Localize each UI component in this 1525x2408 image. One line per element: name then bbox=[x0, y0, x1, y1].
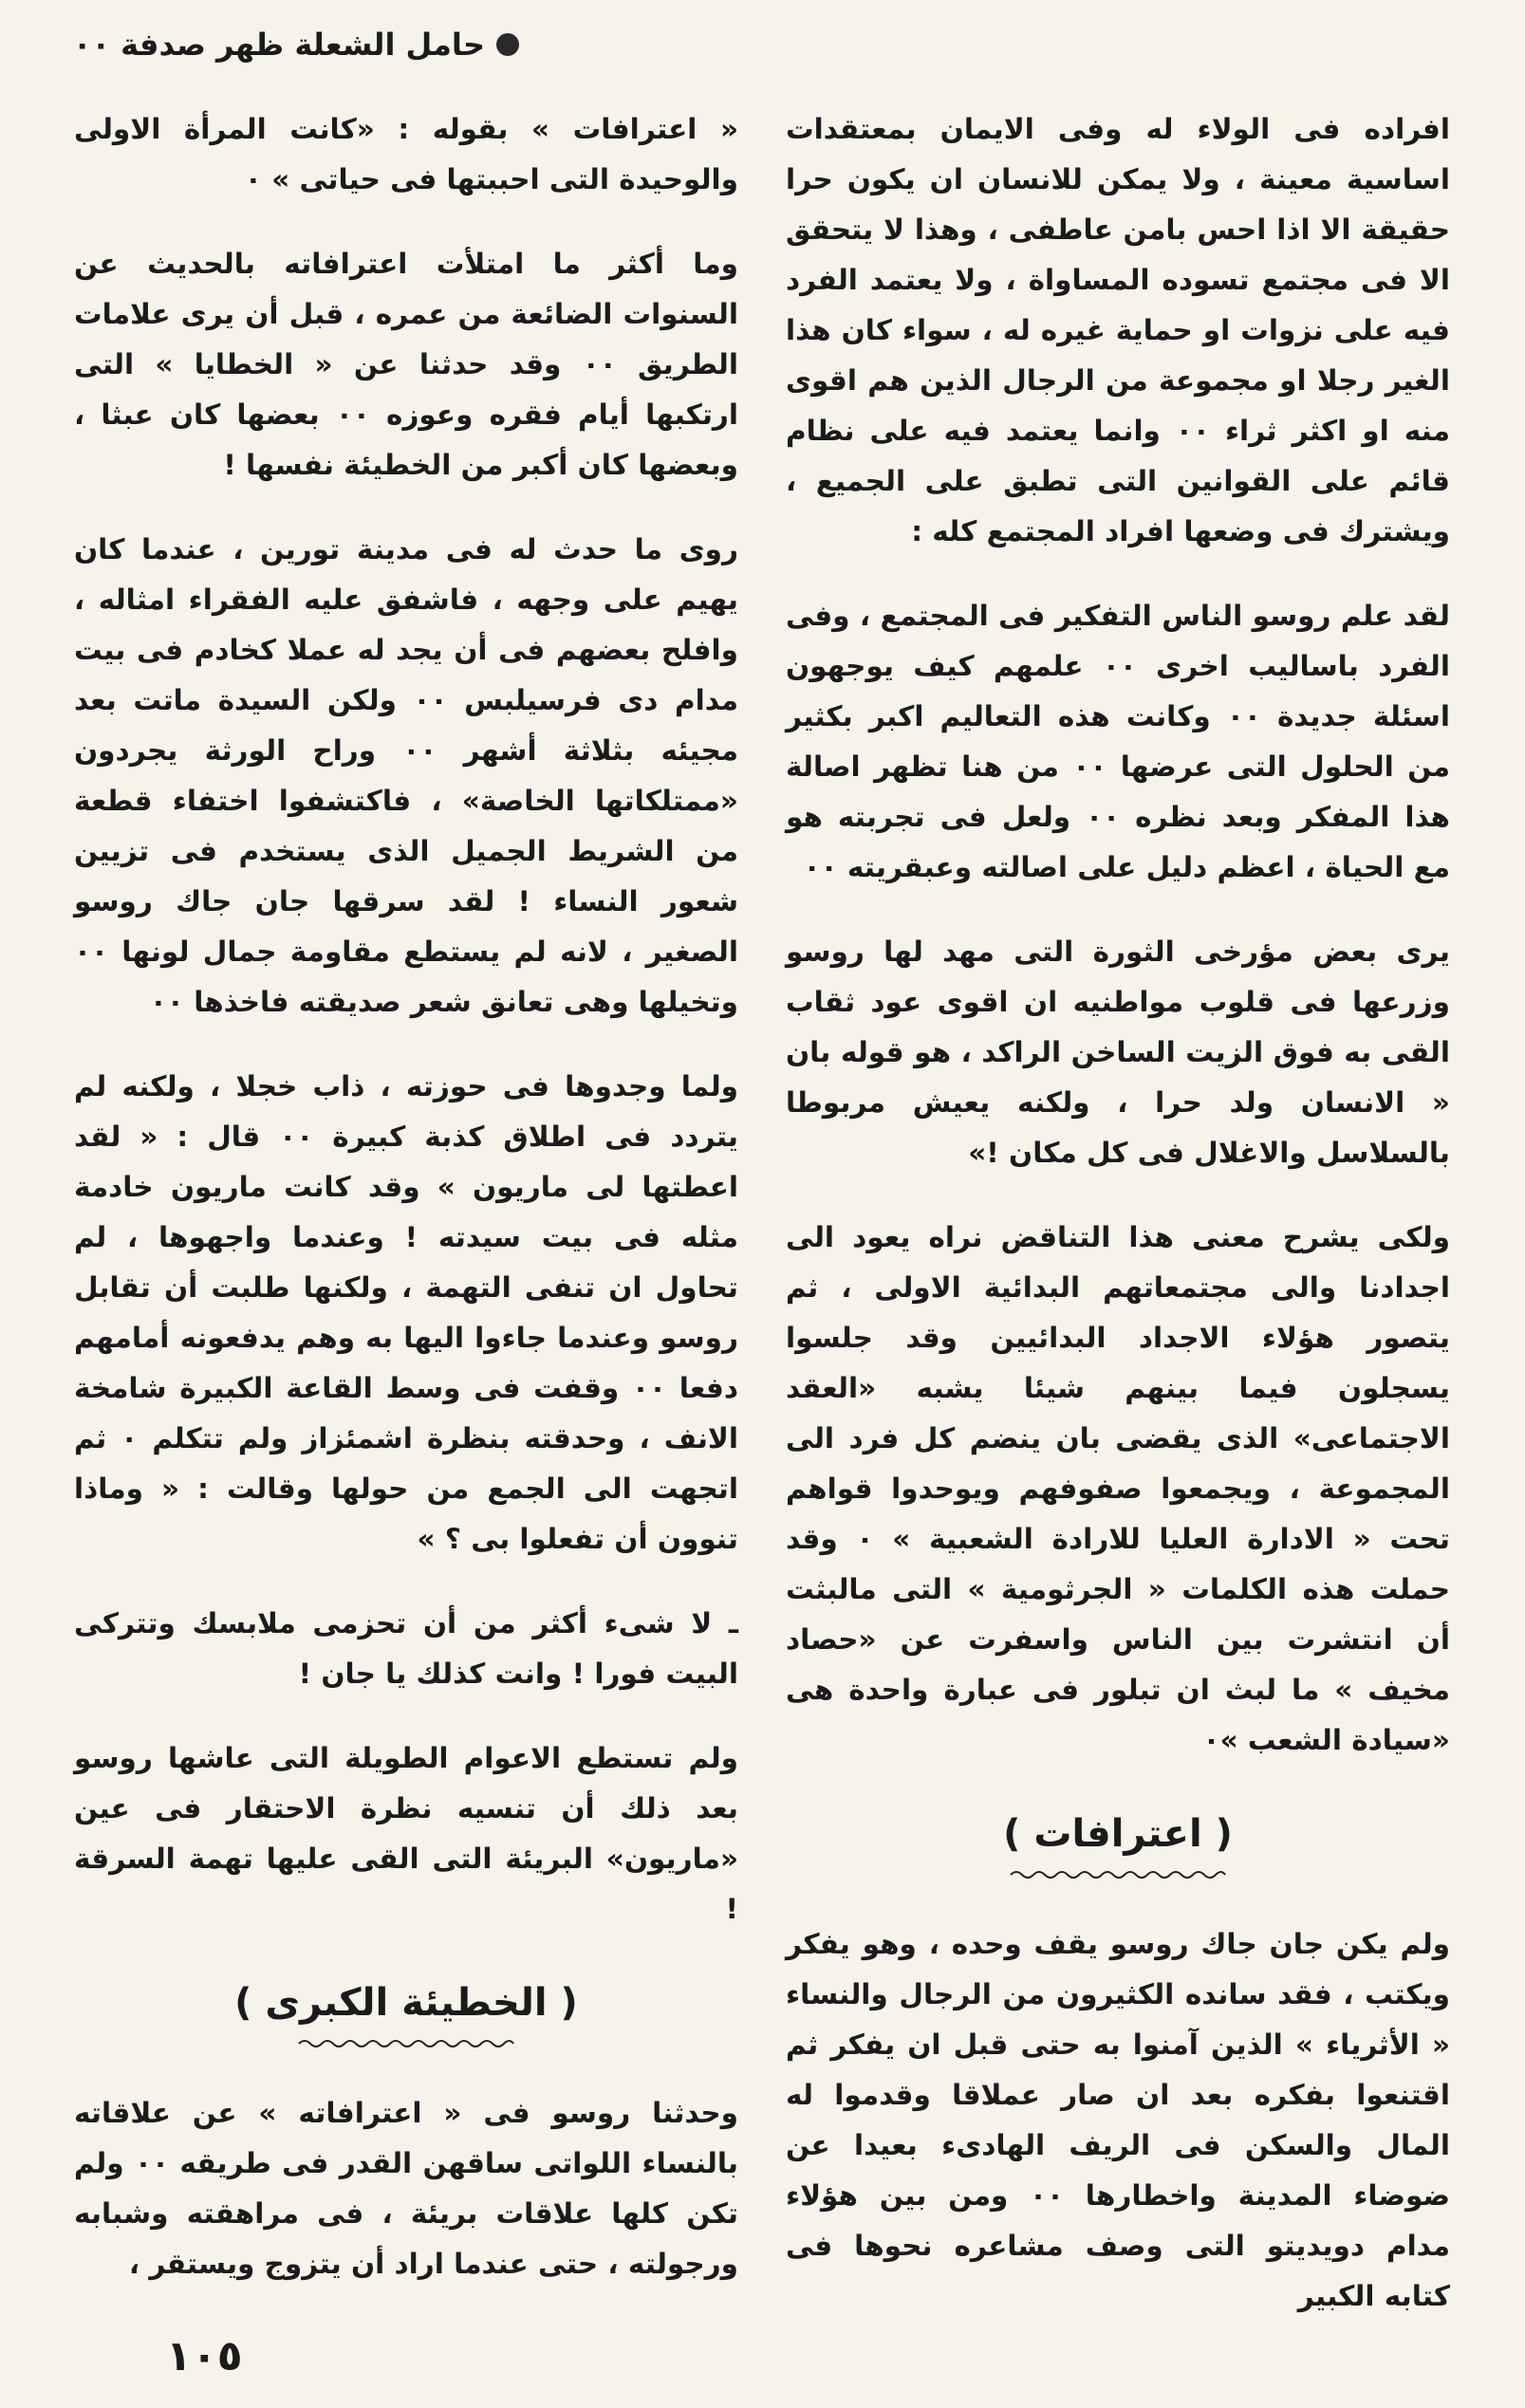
paragraph: وما أكثر ما امتلأت اعترافاته بالحديث عن السنوات الضائعة من عمره ، قبل أن يرى علامات الطريق ٠٠ وقد حدثنا عن « الخطايا » التى ارتكبها أيام فقره وعوزه ٠٠ بعضها كان عبثا ، وبعضها كان أكبر من الخطيئة نفسها ! bbox=[74, 248, 738, 481]
paragraph: ولم يكن جان جاك روسو يقف وحده ، وهو يفكر ويكتب ، فقد سانده الكثيرون من الرجال والنساء « الأثرياء » الذين آمنوا به حتى قبل ان يفكر ثم اقتنعوا بفكره بعد ان صار عملاقا وقدموا له المال والسكن فى الريف الهادىء بعيدا عن ضوضاء المدينة واخطارها ٠٠ ومن بين هؤلاء مدام دويديتو التى وصف مشاعره نحوها فى كتابه الكبير bbox=[786, 1928, 1451, 2312]
page-number: ١٠٥ bbox=[166, 2332, 243, 2380]
paragraph: وحدثنا روسو فى « اعترافاته » عن علاقاته بالنساء اللواتى ساقهن القدر فى طريقه ٠٠ ولم تكن كلها علاقات بريئة ، فى مراهقته وشبابه ورجولته ، حتى عندما اراد أن يتزوج ويستقر ، bbox=[74, 2097, 738, 2280]
section-heading-confessions bbox=[786, 1807, 1450, 1881]
paragraph: ولكى يشرح معنى هذا التناقض نراه يعود الى اجدادنا والى مجتمعاتهم البدائية الاولى ، ثم يتصور هؤلاء الاجداد البدائيين وقد جلسوا يسجلون فيما بينهم شيئا يشبه «العقد الاجتماعى» الذى يقضى بان ينضم كل فرد الى المجموعة ، ويجمعوا صفوفهم ويوحدوا قواهم تحت « الادارة العليا للارادة الشعبية » ٠ وقد حملت هذه الكلمات « الجرثومية » التى مالبثت أن انتشرت بين الناس واسفرت عن «حصاد مخيف » ما لبث ان تبلور فى عبارة واحدة هى «سيادة الشعب »٠ bbox=[786, 1221, 1450, 1756]
paragraph: « اعترافات » بقوله : «كانت المرأة الاولى والوحيدة التى احببتها فى حياتى » ٠ bbox=[74, 113, 738, 195]
paragraph: ولم تستطع الاعوام الطويلة التى عاشها روسو بعد ذلك أن تنسيه نظرة الاحتقار فى عين «ماريون» البريئة التى القى عليها تهمة السرقة ! bbox=[74, 1742, 738, 1925]
wavy-underline-icon bbox=[297, 2037, 515, 2050]
section-heading-text: ( اعترافات ) bbox=[1003, 1812, 1233, 1856]
left-column bbox=[74, 104, 738, 2324]
paragraph: افراده فى الولاء له وفى الايمان بمعتقدات اساسية معينة ، ولا يمكن للانسان ان يكون حرا حقيقة الا اذا احس بامن عاطفى ، وهذا لا يتحقق الا فى مجتمع تسوده المساواة ، ولا يعتمد الفرد فيه على نزوات او حماية غيره له ، سواء كان هذا الغير رجلا او مجموعة من الرجال الذين هم اقوى منه او اكثر ثراء ٠٠ وانما يعتمد فيه على نظام قائم على القوانين التى تطبق على الجميع ، ويشترك فى وضعها افراد المجتمع كله : bbox=[786, 113, 1450, 547]
paragraph: ولما وجدوها فى حوزته ، ذاب خجلا ، ولكنه لم يتردد فى اطلاق كذبة كبيرة ٠٠ قال : « لقد اعطتها لى ماريون » وقد كانت ماريون خادمة مثله فى بيت سيدته ! وعندما واجهوها ، لم تحاول ان تنفى التهمة ، ولكنها طلبت أن تقابل روسو وعندما جاءوا اليها به وهم يدفعونه أمامهم دفعا ٠٠ وقفت فى وسط القاعة الكبيرة شامخة الانف ، وحدقته بنظرة اشمئزاز ولم تتكلم ٠ ثم اتجهت الى الجمع من حولها وقالت : « وماذا تنوون أن تفعلوا بى ؟ » bbox=[74, 1070, 738, 1555]
running-header bbox=[73, 27, 519, 63]
section-heading-text: ( الخطيئة الكبرى ) bbox=[234, 1981, 578, 2025]
running-title: حامل الشعلة ظهر صدفة ٠٠ bbox=[72, 27, 485, 63]
wavy-underline-icon bbox=[1009, 1868, 1227, 1881]
bullet-dot-icon bbox=[496, 33, 519, 56]
right-column bbox=[786, 104, 1450, 2356]
paragraph: روى ما حدث له فى مدينة تورين ، عندما كان يهيم على وجهه ، فاشفق عليه الفقراء امثاله ، وافلح بعضهم فى أن يجد له عملا كخادم فى بيت مدام دى فرسيلبس ٠٠ ولكن السيدة ماتت بعد مجيئه بثلاثة أشهر ٠٠ وراح الورثة يجردون «ممتلكاتها الخاصة» ، فاكتشفوا اختفاء قطعة من الشريط الجميل الذى يستخدم فى تزيين شعور النساء ! لقد سرقها جان جاك روسو الصغير ، لانه لم يستطع مقاومة جمال لونها ٠٠ وتخيلها وهى تعانق شعر صديقته فاخذها ٠٠ bbox=[74, 533, 739, 1018]
paragraph: ـ لا شىء أكثر من أن تحزمى ملابسك وتتركى البيت فورا ! وانت كذلك يا جان ! bbox=[74, 1607, 738, 1690]
paragraph: يرى بعض مؤرخى الثورة التى مهد لها روسو وزرعها فى قلوب مواطنيه ان اقوى عود ثقاب القى به فوق الزيت الساخن الراكد ، هو قوله بان « الانسان ولد حرا ، ولكنه يعيش مربوطا بالسلاسل والاغلال فى كل مكان !» bbox=[786, 935, 1450, 1169]
paragraph: لقد علم روسو الناس التفكير فى المجتمع ، وفى الفرد باساليب اخرى ٠٠ علمهم كيف يوجهون اسئلة جديدة ٠٠ وكانت هذه التعاليم اكبر بكثير من الحلول التى عرضها ٠٠ من هنا تظهر اصالة هذا المفكر وبعد نظره ٠٠ ولعل فى تجربته هو مع الحياة ، اعظم دليل على اصالته وعبقريته ٠٠ bbox=[786, 600, 1450, 883]
section-heading-great-sin bbox=[74, 1976, 738, 2050]
